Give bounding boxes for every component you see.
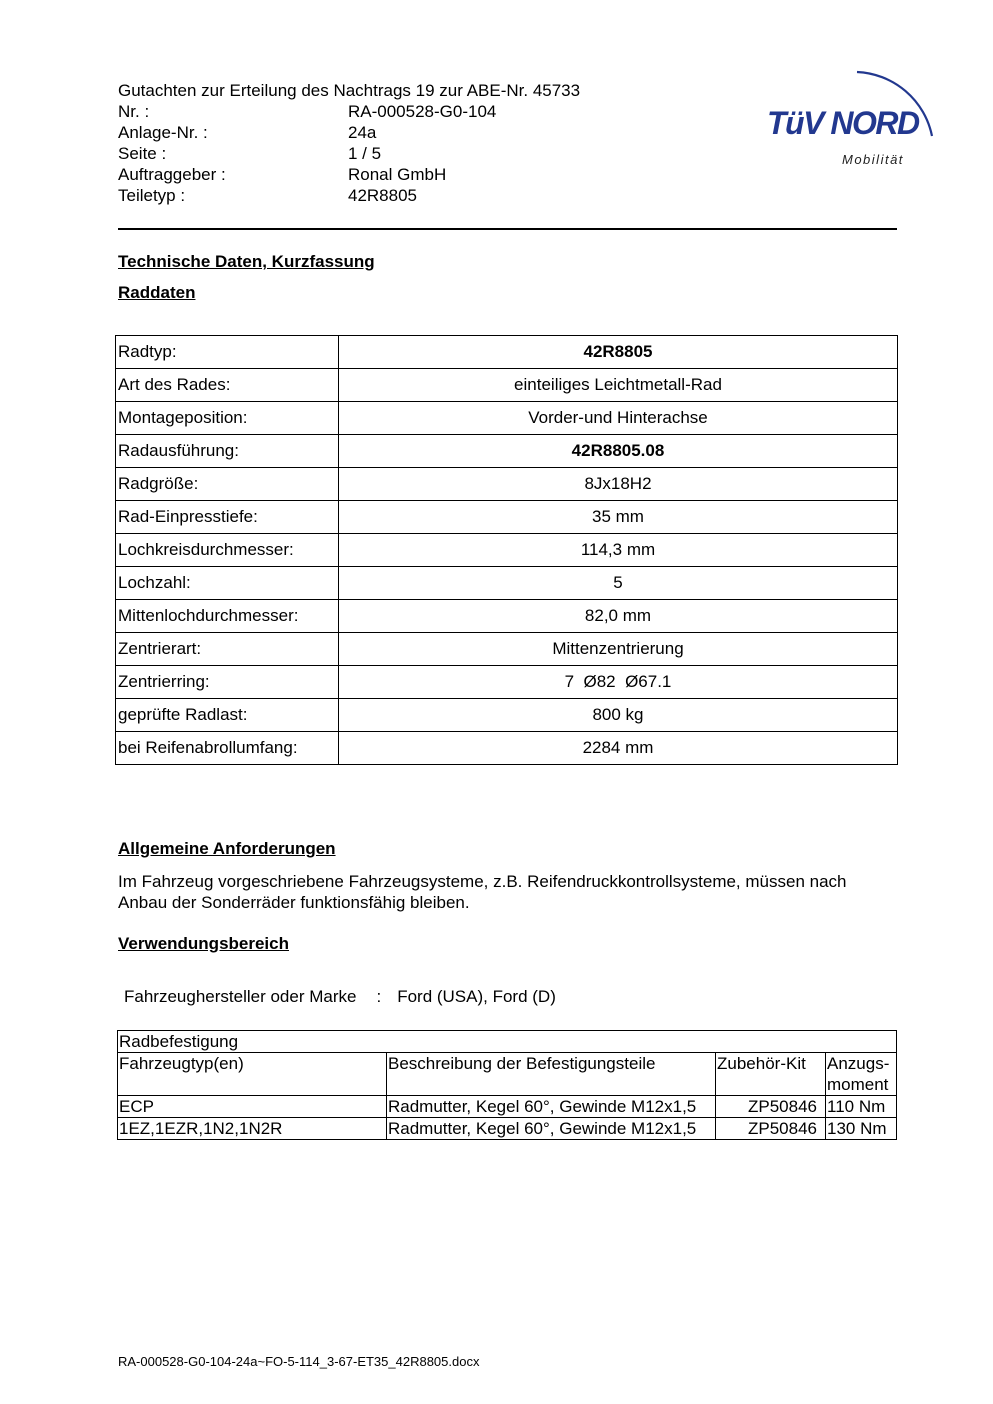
wheel-label: Lochkreisdurchmesser: <box>116 534 339 567</box>
table-row <box>116 534 898 567</box>
wheel-value: 42R8805.08 <box>339 435 898 468</box>
wheel-label: Mittenlochdurchmesser: <box>116 600 339 633</box>
wheel-mounting-table <box>117 1030 897 1140</box>
wheel-value: einteiliges Leichtmetall-Rad <box>339 369 898 402</box>
wheel-value: 114,3 mm <box>339 534 898 567</box>
vehicle-type-cell: 1EZ,1EZR,1N2,1N2R <box>118 1118 387 1140</box>
header-value: 1 / 5 <box>348 144 382 163</box>
table-title-row <box>118 1031 897 1053</box>
wheel-label: Zentrierart: <box>116 633 339 666</box>
table-header-row <box>118 1053 897 1096</box>
tuev-nord-logo <box>760 56 945 171</box>
fastener-description-cell: Radmutter, Kegel 60°, Gewinde M12x1,5 <box>387 1118 716 1140</box>
header-label: Nr. : <box>118 102 150 121</box>
section-title-technische-daten: Technische Daten, Kurzfassung <box>118 252 375 271</box>
torque-cell: 130 Nm <box>826 1118 897 1140</box>
wheel-label: Art des Rades: <box>116 369 339 402</box>
document-header <box>118 80 580 206</box>
logo-subtitle: Mobilität <box>842 152 904 167</box>
report-title: Gutachten zur Erteilung des Nachtrags 19 zur ABE-Nr. 45733 <box>118 81 581 100</box>
table-row <box>116 336 898 369</box>
column-header: Beschreibung der Befestigungsteile <box>387 1053 716 1096</box>
table-row <box>116 402 898 435</box>
header-divider <box>118 228 897 230</box>
wheel-value: 5 <box>339 567 898 600</box>
table-row <box>116 600 898 633</box>
table-row <box>116 567 898 600</box>
header-label: Anlage-Nr. : <box>118 123 208 142</box>
table-row <box>118 1118 897 1140</box>
wheel-value: 42R8805 <box>339 336 898 369</box>
wheel-value: 800 kg <box>339 699 898 732</box>
wheel-value: Vorder-und Hinterachse <box>339 402 898 435</box>
section-title-raddaten: Raddaten <box>118 283 196 302</box>
accessory-kit-cell: ZP50846 <box>716 1096 826 1118</box>
maker-separator: : <box>376 987 382 1006</box>
logo-wordmark: TüV NORD <box>767 105 919 141</box>
wheel-label: Montageposition: <box>116 402 339 435</box>
header-value: 24a <box>348 123 377 142</box>
accessory-kit-cell: ZP50846 <box>716 1118 826 1140</box>
document-filename-footer: RA-000528-G0-104-24a~FO-5-114_3-67-ET35_42R8805.docx <box>118 1354 480 1369</box>
maker-label: Fahrzeughersteller oder Marke <box>124 987 357 1006</box>
table-row <box>116 732 898 765</box>
wheel-label: geprüfte Radlast: <box>116 699 339 732</box>
wheel-label: Rad-Einpresstiefe: <box>116 501 339 534</box>
table-row <box>116 501 898 534</box>
table-title: Radbefestigung <box>118 1031 897 1053</box>
wheel-value: 8Jx18H2 <box>339 468 898 501</box>
wheel-value: 35 mm <box>339 501 898 534</box>
column-header: Fahrzeugtyp(en) <box>118 1053 387 1096</box>
wheel-data-table <box>115 335 898 765</box>
section-title-allgemeine-anforderungen: Allgemeine Anforderungen <box>118 839 336 858</box>
maker-value: Ford (USA), Ford (D) <box>397 987 556 1006</box>
header-value: 42R8805 <box>348 186 418 205</box>
header-label: Seite : <box>118 144 167 163</box>
header-row-nr <box>118 101 580 122</box>
header-value: RA-000528-G0-104 <box>348 102 497 121</box>
table-row <box>118 1096 897 1118</box>
header-value: Ronal GmbH <box>348 165 447 184</box>
wheel-label: Radgröße: <box>116 468 339 501</box>
wheel-label: Radtyp: <box>116 336 339 369</box>
wheel-label: bei Reifenabrollumfang: <box>116 732 339 765</box>
torque-cell: 110 Nm <box>826 1096 897 1118</box>
wheel-label: Lochzahl: <box>116 567 339 600</box>
vehicle-maker-line <box>124 987 556 1007</box>
wheel-value: 82,0 mm <box>339 600 898 633</box>
header-row-seite <box>118 143 580 164</box>
table-row <box>116 699 898 732</box>
header-label: Teiletyp : <box>118 186 186 205</box>
table-row <box>116 666 898 699</box>
wheel-value: 7 Ø82 Ø67.1 <box>339 666 898 699</box>
wheel-value: 2284 mm <box>339 732 898 765</box>
column-header: Anzugs-moment <box>826 1053 897 1096</box>
table-row <box>116 633 898 666</box>
vehicle-type-cell: ECP <box>118 1096 387 1118</box>
allgemeine-anforderungen-text: Im Fahrzeug vorgeschriebene Fahrzeugsysteme, z.B. Reifendruckkontrollsysteme, müssen nach Anbau der Sonderräder funktionsfähig bleiben. <box>118 872 847 912</box>
header-row-teiletyp <box>118 185 580 206</box>
table-row <box>116 369 898 402</box>
section-title-verwendungsbereich: Verwendungsbereich <box>118 934 289 953</box>
table-row <box>116 468 898 501</box>
wheel-label: Zentrierring: <box>116 666 339 699</box>
header-row-anlage <box>118 122 580 143</box>
header-row-auftraggeber <box>118 164 580 185</box>
fastener-description-cell: Radmutter, Kegel 60°, Gewinde M12x1,5 <box>387 1096 716 1118</box>
header-label: Auftraggeber : <box>118 165 226 184</box>
wheel-value: Mittenzentrierung <box>339 633 898 666</box>
table-row <box>116 435 898 468</box>
wheel-label: Radausführung: <box>116 435 339 468</box>
column-header: Zubehör-Kit <box>716 1053 826 1096</box>
